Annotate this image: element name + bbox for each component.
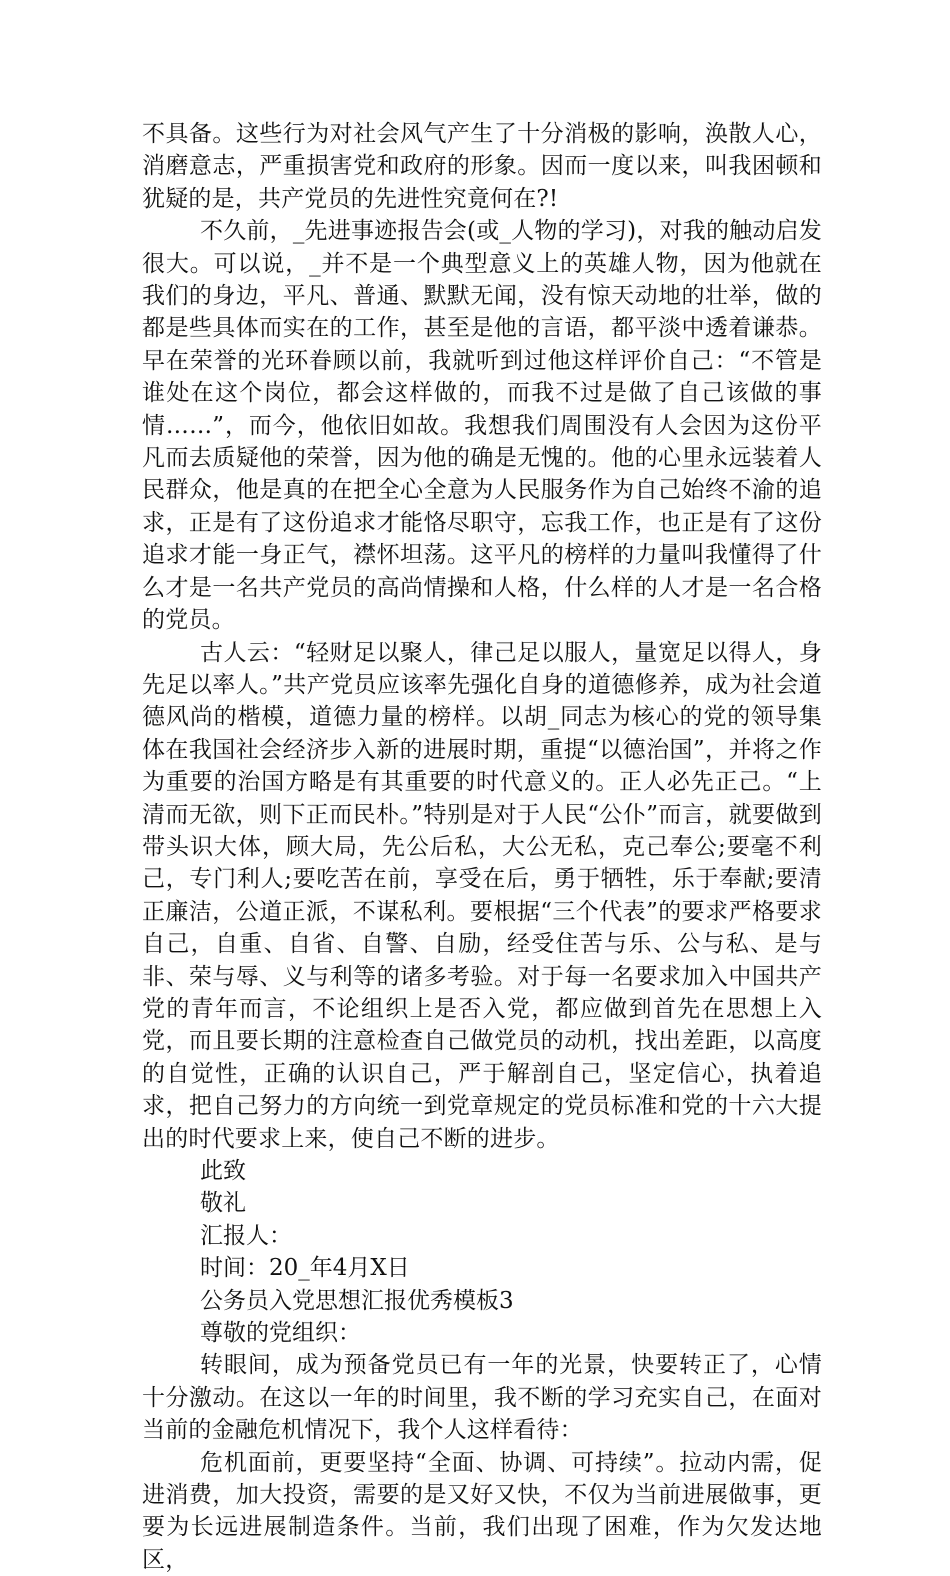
paragraph-report-meeting: 不久前，_先进事迹报告会(或_人物的学习)，对我的触动启发很大。可以说，_并不是一个典型意义上的英雄人物，因为他就在我们的身边，平凡、普通、默默无闻，没有惊天动地的壮举，做的都是些具体而实在的工作，甚至是他的言语，都平淡中透着谦恭。早在荣誉的光环眷顾以前，我就听到过他这样评价自己：“不管是谁处在这个岗位，都会这样做的，而我不过是做了自己该做的事情……”，而今，他依旧如故。我想我们周围没有人会因为这份平凡而去质疑他的荣誉，因为他的确是无愧的。他的心里永远装着人民群众，他是真的在把全心全意为人民服务作为自己始终不渝的追求，正是有了这份追求才能恪尽职守，忘我工作，也正是有了这份追求才能一身正气，襟怀坦荡。这平凡的榜样的力量叫我懂得了什么才是一名共产党员的高尚情操和人格，什么样的人才是一名合格的党员。 [142, 218, 822, 634]
reporter-label: 汇报人： [200, 1222, 292, 1249]
report-date: 时间：20_年4月X日 [200, 1255, 410, 1282]
paragraph-probation: 转眼间，成为预备党员已有一年的光景，快要转正了，心情十分激动。在这以一年的时间里，我不断的学习充实自己，在面对当前的金融危机情况下，我个人这样看待： [142, 1352, 822, 1444]
greeting: 尊敬的党组织： [200, 1320, 361, 1347]
section-title: 公务员入党思想汇报优秀模板3 [200, 1287, 514, 1314]
paragraph-continued: 不具备。这些行为对社会风气产生了十分消极的影响，涣散人心，消磨意志，严重损害党和政府的形象。因而一度以来，叫我困顿和犹疑的是，共产党员的先进性究竟何在?! [142, 121, 822, 212]
document-body [142, 118, 822, 1576]
paragraph-crisis: 危机面前，更要坚持“全面、协调、可持续”。拉动内需，促进消费，加大投资，需要的是又好又快，不仅为当前进展做事，更要为长远进展制造条件。当前，我们出现了困难，作为欠发达地区， [142, 1449, 822, 1573]
closing-regards: 敬礼 [200, 1190, 246, 1217]
paragraph-ancient-saying: 古人云：“轻财足以聚人，律己足以服人，量宽足以得人，身先足以率人。”共产党员应该率先强化自身的道德修养，成为社会道德风尚的楷模，道德力量的榜样。以胡_同志为核心的党的领导集体在我国社会经济步入新的进展时期，重提“以德治国”，并将之作为重要的治国方略是有其重要的时代意义的。正人必先正己。“上清而无欲，则下正而民朴。”特别是对于人民“公仆”而言，就要做到带头识大体，顾大局，先公后私，大公无私，克己奉公;要毫不利己，专门利人;要吃苦在前，享受在后，勇于牺牲，乐于奉献;要清正廉洁，公道正派，不谋私利。要根据“三个代表”的要求严格要求自己，自重、自省、自警、自励，经受住苦与乐、公与私、是与非、荣与辱、义与利等的诸多考验。对于每一名要求加入中国共产党的青年而言，不论组织上是否入党，都应做到首先在思想上入党，而且要长期的注意检查自己做党员的动机，找出差距，以高度的自觉性，正确的认识自己，严于解剖自己，坚定信心，执着追求，把自己努力的方向统一到党章规定的党员标准和党的十六大提出的时代要求上来，使自己不断的进步。 [142, 639, 822, 1152]
closing-salutation: 此致 [200, 1158, 246, 1184]
